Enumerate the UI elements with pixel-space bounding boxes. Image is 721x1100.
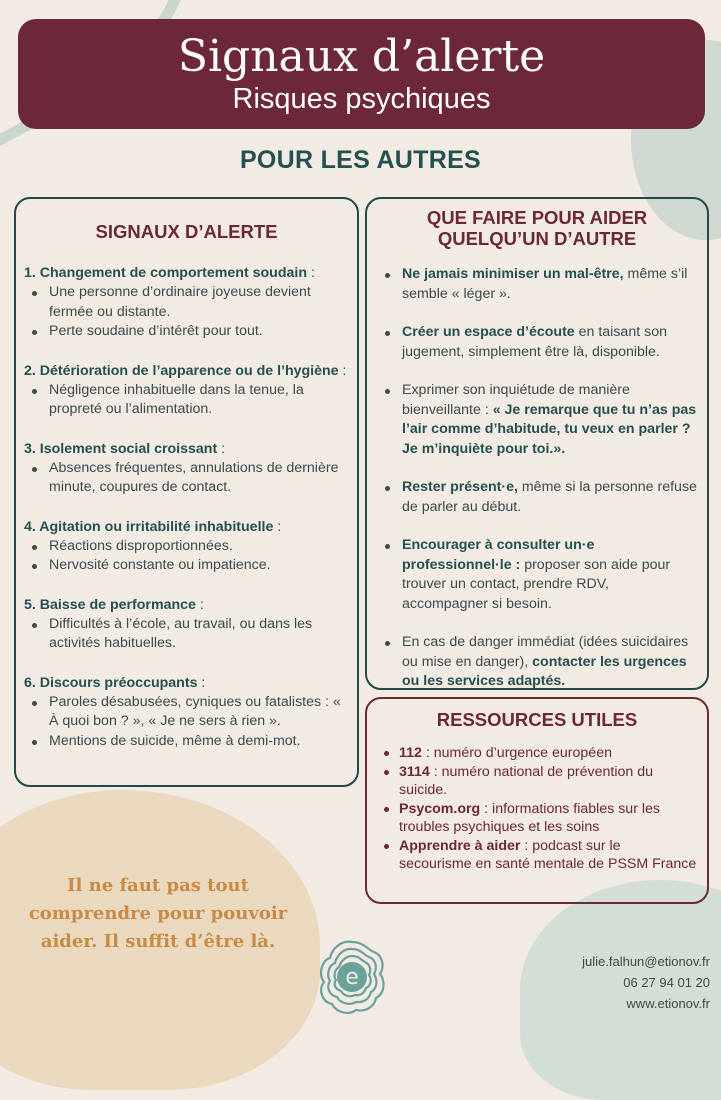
signal-group (24, 518, 349, 576)
signal-group-heading: 6. Discours préoccupants : (24, 674, 206, 691)
signal-group (24, 440, 349, 498)
list-item: 112 : numéro d’urgence européen (377, 744, 697, 763)
list-item: Réactions disproportionnées. (24, 537, 349, 557)
contact-info (520, 951, 710, 1014)
signal-group (24, 596, 349, 654)
signal-group-heading: 2. Détérioration de l’apparence ou de l’hygiène : (24, 362, 347, 379)
page-title: Signaux d’alerte (177, 31, 546, 82)
svg-text:e: e (345, 965, 359, 990)
how-to-help-card (365, 197, 709, 690)
contact-email: julie.falhun@etionov.fr (582, 954, 710, 969)
list-item: Créer un espace d’écoute en taisant son jugement, simplement être là, disponible. (377, 323, 697, 362)
resources-card (365, 697, 709, 904)
how-to-help-title: QUE FAIRE POUR AIDER QUELQU’UN D’AUTRE (426, 207, 648, 249)
contact-phone: 06 27 94 01 20 (623, 975, 710, 990)
warning-signs-title: SIGNAUX D’ALERTE (95, 221, 278, 242)
list-item: Ne jamais minimiser un mal-être, même s’il semble « léger ». (377, 265, 697, 304)
section-title: POUR LES AUTRES (239, 146, 482, 174)
header-banner (18, 19, 705, 129)
list-item: Exprimer son inquiétude de manière bienveillante : « Je remarque que tu n’as pas l’air comme d’habitude, tu veux en parler ? Je m’inquiète pour toi.». (377, 381, 697, 459)
list-item: Une personne d’ordinaire joyeuse devient fermée ou distante. (24, 283, 349, 322)
signal-group-heading: 3. Isolement social croissant : (24, 440, 226, 457)
list-item: Perte soudaine d’intérêt pour tout. (24, 322, 349, 342)
page-subtitle: Risques psychiques (232, 83, 491, 115)
list-item: Rester présent·e, même si la personne refuse de parler au début. (377, 478, 697, 517)
signal-group (24, 264, 349, 342)
list-item: Encourager à consulter un·e professionnel·le : proposer son aide pour trouver un contact, prendre RDV, accompagner si besoin. (377, 536, 697, 614)
list-item: Difficultés à l’école, au travail, ou dans les activités habituelles. (24, 615, 349, 654)
list-item: En cas de danger immédiat (idées suicidaires ou mise en danger), contacter les urgences ou les services adaptés. (377, 633, 697, 692)
signal-list (24, 459, 349, 498)
signal-list (24, 615, 349, 654)
signal-list (24, 537, 349, 576)
signal-group-heading: 5. Baisse de performance : (24, 596, 204, 613)
signal-group (24, 674, 349, 752)
resources-title: RESSOURCES UTILES (436, 709, 638, 730)
list-item: Psycom.org : informations fiables sur les troubles psychiques et les soins (377, 800, 697, 837)
list-item: Nervosité constante ou impatience. (24, 556, 349, 576)
list-item: Apprendre à aider : podcast sur le secourisme en santé mentale de PSSM France (377, 837, 697, 874)
signal-group-heading: 1. Changement de comportement soudain : (24, 265, 315, 281)
list-item: Mentions de suicide, même à demi-mot. (24, 732, 349, 752)
list-item: Négligence inhabituelle dans la tenue, la propreté ou l’alimentation. (24, 381, 349, 420)
resources-list (377, 744, 697, 874)
list-item: 3114 : numéro national de prévention du suicide. (377, 763, 697, 800)
signal-list (24, 693, 349, 752)
signal-group (24, 362, 349, 420)
help-list (377, 265, 697, 692)
closing-quote: Il ne faut pas tout comprendre pour pouvoir aider. Il suffit d’être là. (28, 875, 288, 952)
signal-group-heading: 4. Agitation ou irritabilité inhabituelle : (24, 518, 282, 535)
etionov-logo-icon (316, 938, 388, 1016)
warning-signs-card (14, 197, 359, 787)
signal-list (24, 381, 349, 420)
list-item: Absences fréquentes, annulations de dernière minute, coupures de contact. (24, 459, 349, 498)
list-item: Paroles désabusées, cyniques ou fatalistes : « À quoi bon ? », « Je ne sers à rien ». (24, 693, 349, 732)
signal-list (24, 283, 349, 342)
contact-website: www.etionov.fr (626, 996, 710, 1011)
